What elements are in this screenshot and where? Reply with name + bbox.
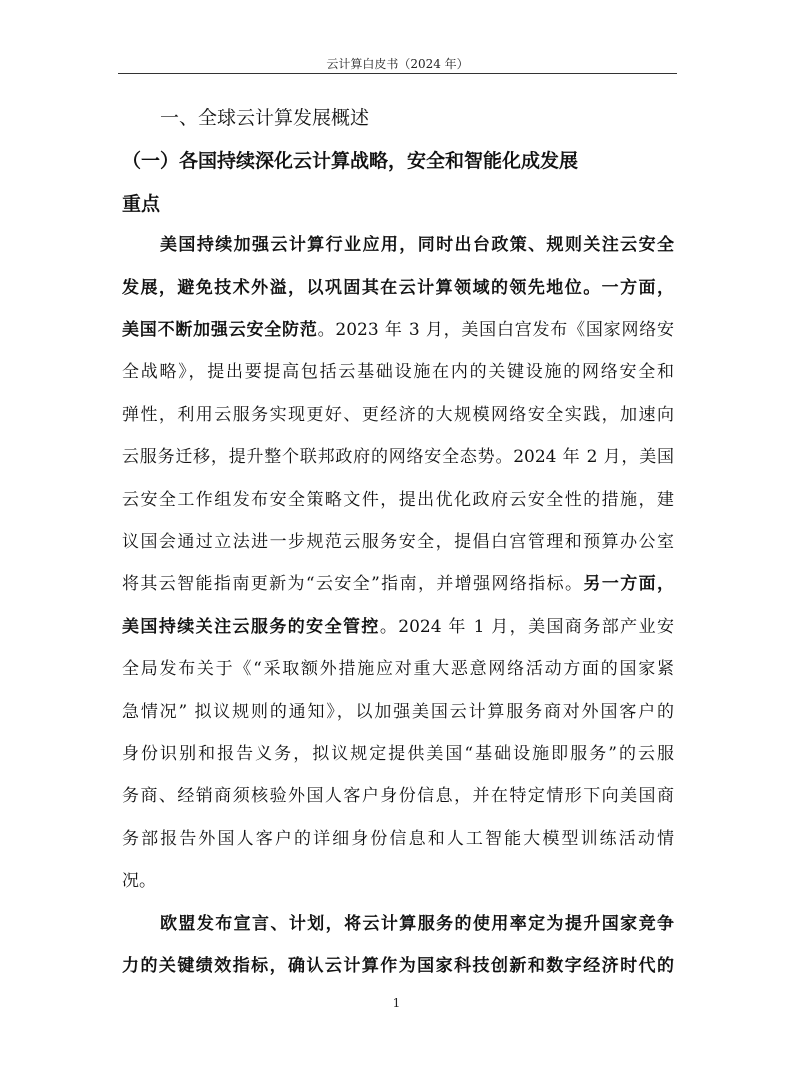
paragraph-1-line-15: 务部报告外国人客户的详细身份信息和人工智能大模型训练活动情 <box>122 829 674 849</box>
header-rule <box>118 73 677 74</box>
page-number: 1 <box>392 996 401 1010</box>
paragraph-1-line-4: 全战略》，提出要提高包括云基础设施在内的关键设施的网络安全和 <box>122 362 674 382</box>
paragraph-1-line-2: 发展，避免技术外溢，以巩固其在云计算领域的领先地位。一方面， <box>122 278 674 298</box>
paragraph-1-line-16: 况。 <box>122 871 156 891</box>
paragraph-1-line-11: 全局发布关于《“采取额外措施应对重大恶意网络活动方面的国家紧 <box>122 659 674 679</box>
paragraph-text: 。2023 年 3 月，美国白宫发布《国家网络安 <box>317 320 675 340</box>
paragraph-1-line-1: 美国持续加强云计算行业应用，同时出台政策、规则关注云安全 <box>160 235 674 255</box>
emphasis-text: 美国持续关注云服务的安全管控 <box>122 617 380 637</box>
paragraph-2-line-2: 力的关键绩效指标，确认云计算作为国家科技创新和数字经济时代的 <box>122 956 674 976</box>
paragraph-1-line-5: 弹性，利用云服务实现更好、更经济的大规模网络安全实践，加速向 <box>122 405 674 425</box>
paragraph-1-line-9 <box>122 574 674 594</box>
paragraph-1-line-14: 务商、经销商须核验外国人客户身份信息，并在特定情形下向美国商 <box>122 786 674 806</box>
paragraph-1-line-10 <box>122 617 674 637</box>
paragraph-1-line-7: 云安全工作组发布安全策略文件，提出优化政府云安全性的措施，建 <box>122 490 674 510</box>
paragraph-text: 。2024 年 1 月，美国商务部产业安 <box>379 617 675 637</box>
paragraph-1-line-12: 急情况” 拟议规则的通知》，以加强美国云计算服务商对外国客户的 <box>122 702 674 722</box>
running-header: 云计算白皮书（2024 年） <box>326 57 469 71</box>
subsection-heading-line-2: 重点 <box>122 193 161 215</box>
subsection-heading-line-1: （一）各国持续深化云计算战略，安全和智能化成发展 <box>122 150 579 172</box>
section-heading: 一、全球云计算发展概述 <box>160 107 370 129</box>
paragraph-2-line-1: 欧盟发布宣言、计划，将云计算服务的使用率定为提升国家竞争 <box>160 914 674 934</box>
emphasis-text: 美国不断加强云安全防范 <box>122 320 318 340</box>
paragraph-text: 将其云智能指南更新为“云安全”指南，并增强网络指标。 <box>122 574 584 594</box>
paragraph-1-line-3 <box>122 320 674 340</box>
emphasis-text: 另一方面， <box>583 574 675 594</box>
paragraph-1-line-13: 身份识别和报告义务，拟议规定提供美国“基础设施即服务”的云服 <box>122 744 674 764</box>
paragraph-1-line-8: 议国会通过立法进一步规范云服务安全，提倡白宫管理和预算办公室 <box>122 532 674 552</box>
paragraph-1-line-6: 云服务迁移，提升整个联邦政府的网络安全态势。2024 年 2 月，美国 <box>122 447 674 467</box>
